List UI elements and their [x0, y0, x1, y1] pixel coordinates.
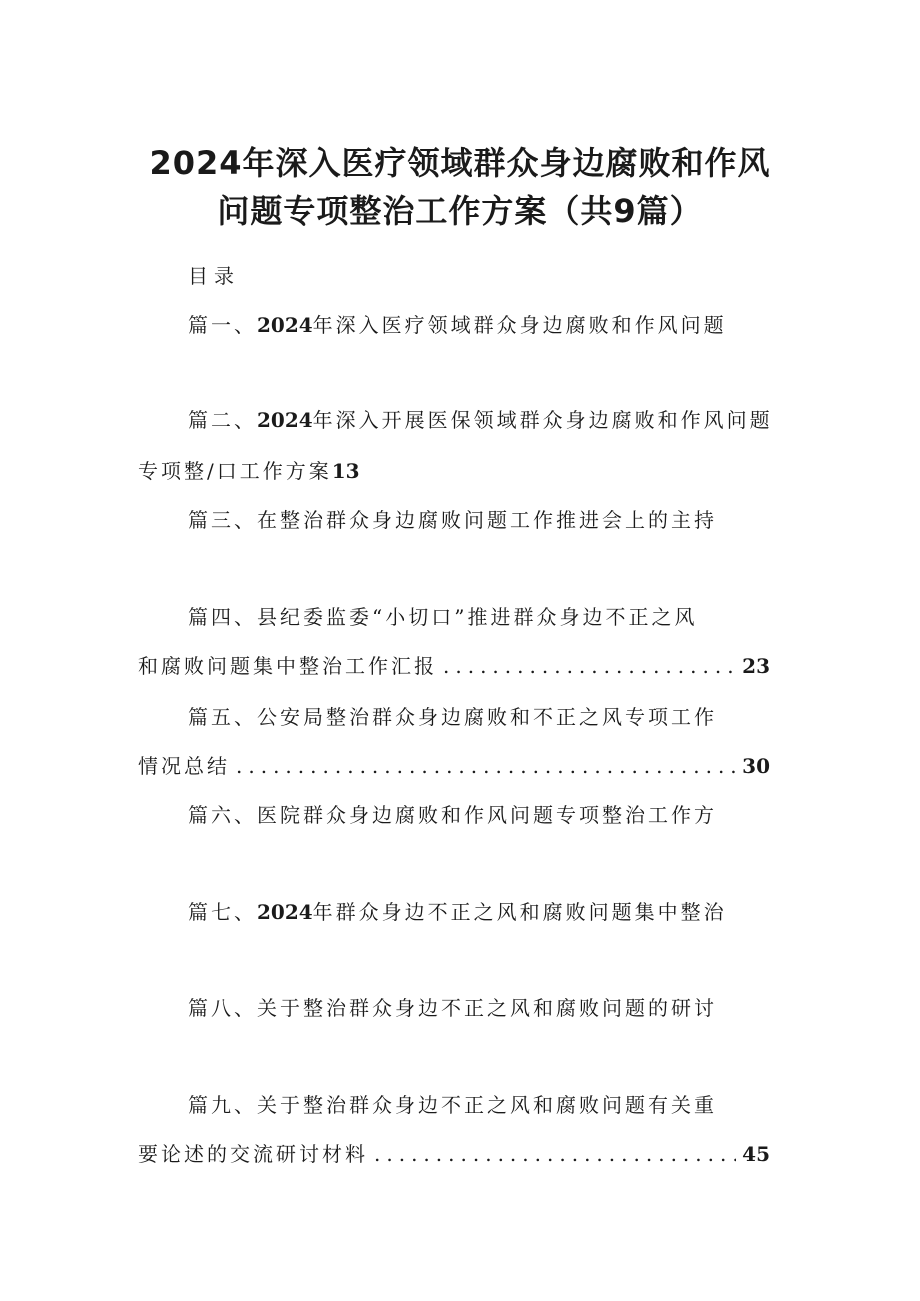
toc-entry-5-page: 30 — [742, 754, 770, 778]
toc-entry-2-text-2: 专项整/口工作方案 — [138, 459, 332, 483]
toc-heading: 目录 — [188, 264, 240, 288]
toc-entry-2-text: 年深入开展医保领域群众身边腐败和作风问题 — [312, 408, 773, 432]
toc-entry-2-prefix: 篇二、 — [188, 408, 257, 432]
toc-entry-2-page: 13 — [331, 459, 360, 483]
toc-entry-9-leader-line[interactable] — [138, 1140, 770, 1168]
toc-entry-1-year: 2024 — [257, 313, 313, 337]
toc-entry-4[interactable]: 篇四、县纪委监委“小切口”推进群众身边不正之风 — [188, 605, 698, 629]
dot-leader — [443, 652, 736, 680]
toc-entry-2-continuation[interactable] — [138, 457, 360, 485]
toc-entry-9-page: 45 — [742, 1142, 770, 1166]
toc-entry-4-text-2: 和腐败问题集中整治工作汇报 — [138, 654, 437, 678]
toc-entry-2-year: 2024 — [257, 408, 313, 432]
toc-entry-1-prefix: 篇一、 — [188, 313, 257, 337]
toc-entry-5[interactable]: 篇五、公安局整治群众身边腐败和不正之风专项工作 — [188, 705, 717, 729]
toc-entry-4-leader-line[interactable] — [138, 652, 770, 680]
toc-entry-5-text-2: 情况总结 — [138, 754, 230, 778]
dot-leader — [374, 1140, 736, 1168]
toc-entry-9-text-2: 要论述的交流研讨材料 — [138, 1142, 368, 1166]
toc-entry-7-text: 年群众身边不正之风和腐败问题集中整治 — [312, 900, 727, 924]
toc-entry-7-year: 2024 — [257, 900, 313, 924]
toc-entry-1-text: 年深入医疗领域群众身边腐败和作风问题 — [312, 313, 727, 337]
dot-leader — [236, 752, 736, 780]
toc-entry-1[interactable] — [188, 311, 727, 339]
toc-entry-8[interactable]: 篇八、关于整治群众身边不正之风和腐败问题的研讨 — [188, 996, 717, 1020]
document-title-line-1: 2024年深入医疗领域群众身边腐败和作风 — [149, 144, 771, 182]
toc-entry-4-page: 23 — [742, 654, 770, 678]
toc-entry-9[interactable]: 篇九、关于整治群众身边不正之风和腐败问题有关重 — [188, 1093, 717, 1117]
toc-entry-6[interactable]: 篇六、医院群众身边腐败和作风问题专项整治工作方 — [188, 803, 717, 827]
toc-entry-2[interactable] — [188, 406, 773, 434]
toc-entry-5-leader-line[interactable] — [138, 752, 770, 780]
toc-entry-7[interactable] — [188, 898, 727, 926]
toc-entry-7-prefix: 篇七、 — [188, 900, 257, 924]
toc-entry-3[interactable]: 篇三、在整治群众身边腐败问题工作推进会上的主持 — [188, 508, 717, 532]
document-title-line-2: 问题专项整治工作方案（共9篇） — [217, 192, 703, 230]
